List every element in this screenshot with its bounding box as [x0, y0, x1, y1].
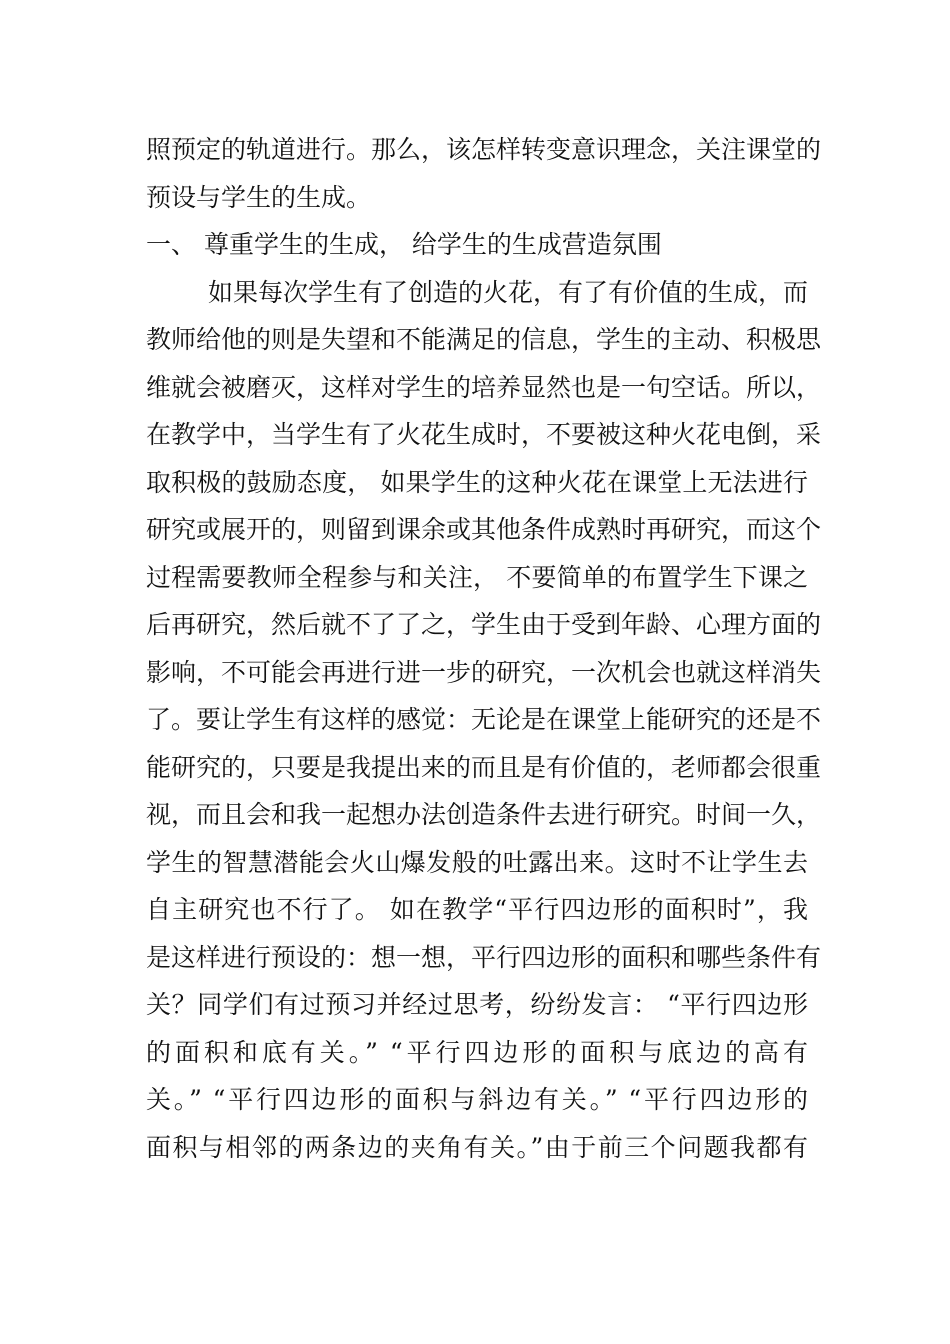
text-line: 后再研究，然后就不了了之，学生由于受到年龄、心理方面的 [146, 610, 822, 639]
text-line: 影响，不可能会再进行进一步的研究，一次机会也就这样消失 [146, 657, 822, 687]
text-line: 学生的智慧潜能会火山爆发般的吐露出来。这时不让学生去 [146, 847, 808, 877]
text-line: 的面积和底有关。” “平行四边形的面积与底边的高有 [146, 1037, 808, 1067]
text-line: 维就会被磨灭，这样对学生的培养显然也是一句空话。所以， [146, 372, 822, 402]
text-line: 在教学中，当学生有了火花生成时，不要被这种火花电倒，采 [146, 420, 822, 449]
text-line: 教师给他的则是失望和不能满足的信息，学生的主动、积极思 [146, 325, 822, 354]
text-line: 能研究的，只要是我提出来的而且是有价值的，老师都会很重 [146, 752, 822, 782]
text-line: 取积极的鼓励态度， 如果学生的这种火花在课堂上无法进行 [146, 467, 808, 497]
section-heading: 一、 尊重学生的生成， 给学生的生成营造氛围 [146, 230, 662, 259]
text-line: 关？同学们有过预习并经过思考，纷纷发言： “平行四边形 [146, 990, 808, 1019]
body-text [146, 126, 822, 1171]
text-line: 预设与学生的生成。 [146, 182, 372, 212]
text-line: 关。” “平行四边形的面积与斜边有关。” “平行四边形的 [146, 1085, 808, 1114]
text-line: 是这样进行预设的：想一想，平行四边形的面积和哪些条件有 [146, 942, 822, 972]
text-line: 视，而且会和我一起想办法创造条件去进行研究。时间一久， [146, 800, 822, 829]
text-line: 面积与相邻的两条边的夹角有关。”由于前三个问题我都有 [146, 1132, 808, 1162]
text-line: 自主研究也不行了。 如在教学“平行四边形的面积时”，我 [146, 895, 808, 924]
text-line: 过程需要教师全程参与和关注， 不要简单的布置学生下课之 [146, 562, 808, 592]
text-line: 了。要让学生有这样的感觉：无论是在课堂上能研究的还是不 [146, 705, 822, 734]
text-line: 如果每次学生有了创造的火花，有了有价值的生成，而 [208, 277, 809, 307]
text-line: 研究或展开的，则留到课余或其他条件成熟时再研究，而这个 [146, 515, 822, 544]
text-line: 照预定的轨道进行。那么，该怎样转变意识理念，关注课堂的 [146, 135, 822, 164]
